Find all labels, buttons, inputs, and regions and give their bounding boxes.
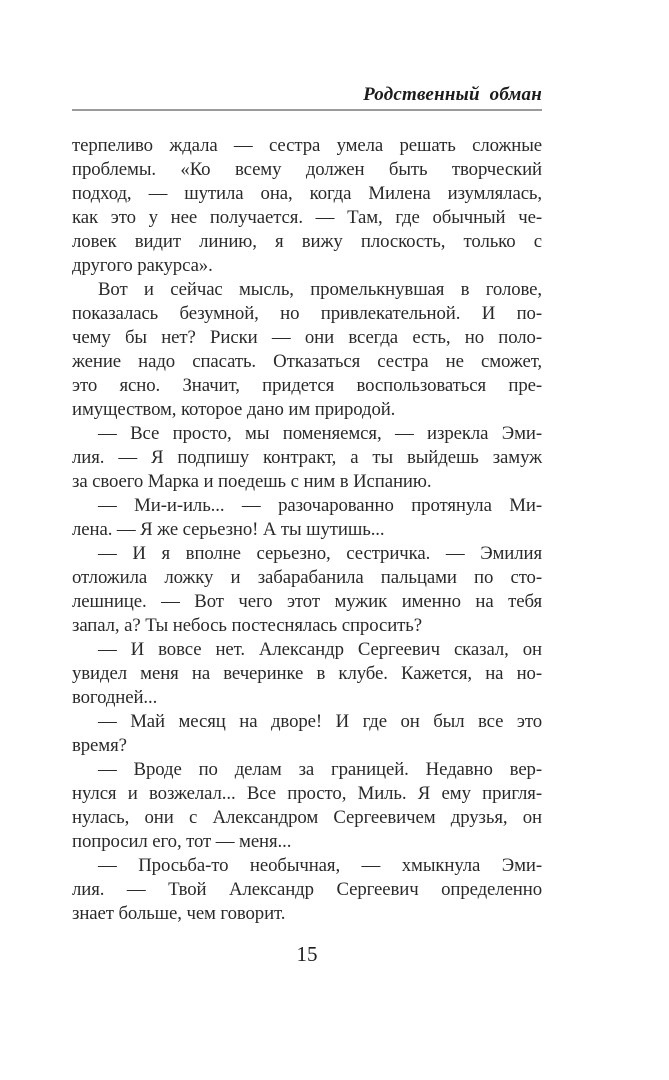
text-line: имуществом, которое дано им природой. xyxy=(72,399,396,420)
text-line: лешнице. — Вот чего этот мужик именно на тебя xyxy=(72,591,542,612)
text-line: терпеливо ждала — сестра умела решать сложные xyxy=(72,135,542,156)
body-text xyxy=(72,134,542,926)
text-line: проблемы. «Ко всему должен быть творческий xyxy=(72,159,542,180)
text-line: жение надо спасать. Отказаться сестра не сможет, xyxy=(72,351,542,372)
text-line: вогодней... xyxy=(72,687,158,708)
text-line: увидел меня на вечеринке в клубе. Кажется, на но- xyxy=(72,663,542,684)
page-number: 15 xyxy=(296,942,318,966)
text-line: лия. — Я подпишу контракт, а ты выйдешь замуж xyxy=(72,447,542,468)
text-line: — Просьба-то необычная, — хмыкнула Эми- xyxy=(98,855,542,876)
text-line: ловек видит линию, я вижу плоскость, только с xyxy=(72,231,542,252)
text-line: запал, а? Ты небось постеснялась спросить? xyxy=(72,615,422,636)
text-line: показалась безумной, но привлекательной. И по- xyxy=(72,303,542,324)
text-line: лия. — Твой Александр Сергеевич определенно xyxy=(72,879,542,900)
text-line: подход, — шутила она, когда Милена изумлялась, xyxy=(72,183,542,204)
text-line: — Вроде по делам за границей. Недавно вер- xyxy=(98,759,542,780)
header-rule xyxy=(72,109,542,111)
text-line: лена. — Я же серьезно! А ты шутишь... xyxy=(72,519,385,540)
text-line: это ясно. Значит, придется воспользоваться пре- xyxy=(72,375,542,396)
text-line: отложила ложку и забарабанила пальцами по сто- xyxy=(72,567,542,588)
text-line: — И я вполне серьезно, сестричка. — Эмилия xyxy=(98,543,542,564)
text-line: как это у нее получается. — Там, где обычный че- xyxy=(72,207,542,228)
text-line: время? xyxy=(72,735,127,756)
text-line: попросил его, тот — меня... xyxy=(72,831,292,852)
text-line: Вот и сейчас мысль, промелькнувшая в голове, xyxy=(98,279,542,300)
text-line: — И вовсе нет. Александр Сергеевич сказал, он xyxy=(98,639,542,660)
text-line: — Все просто, мы поменяемся, — изрекла Эми- xyxy=(98,423,542,444)
text-line: — Ми-и-иль... — разочарованно протянула Ми- xyxy=(98,495,542,516)
text-line: за своего Марка и поедешь с ним в Испанию. xyxy=(72,471,432,492)
text-line: — Май месяц на дворе! И где он был все это xyxy=(98,711,542,732)
text-line: чему бы нет? Риски — они всегда есть, но поло- xyxy=(72,327,542,348)
text-line: знает больше, чем говорит. xyxy=(72,903,286,924)
text-line: другого ракурса». xyxy=(72,255,213,276)
running-head-title: Родственный обман xyxy=(363,84,542,105)
text-line: нулся и возжелал... Все просто, Миль. Я ему пригля- xyxy=(72,783,542,804)
text-line: нулась, они с Александром Сергеевичем друзья, он xyxy=(72,807,542,828)
